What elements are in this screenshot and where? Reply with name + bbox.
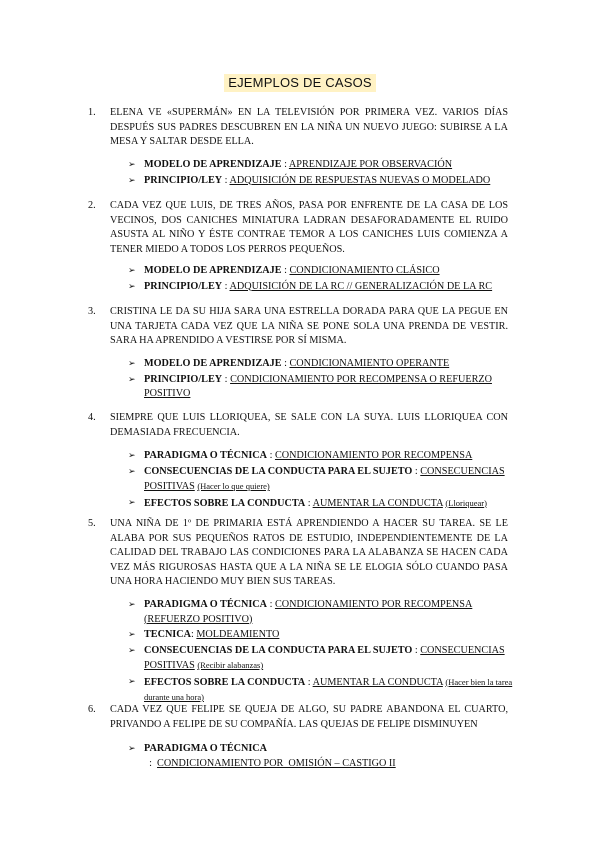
page-title: EJEMPLOS DE CASOS	[224, 74, 376, 92]
case-text: CADA VEZ QUE LUIS, DE TRES AÑOS, PASA POR ENFRENTE DE LA CASA DE LOS VECINOS, DOS CANICHES MINIATURA LADRAN DESAFORADAMENTE EL RUIDO ASUSTA AL NIÑO Y ÉSTE CONTRAE TEMOR A LOS CANICHES LUIS COMIENZA A TENER MIEDO A TODOS LOS PERROS PEQUEÑOS.	[110, 200, 508, 255]
bullet-value: CONSECUENCIAS POSITIVAS	[144, 465, 505, 492]
bullet-item	[128, 264, 518, 279]
bullet-sep: :	[190, 629, 197, 640]
bullet-label: PRINCIPIO/LEY	[144, 373, 223, 385]
bullet-value: CONDICIONAMIENTO POR RECOMPENSA O REFUERZO POSITIVO	[144, 373, 492, 399]
bullet-note: (Hacer lo que quiere)	[197, 481, 270, 491]
arrow-icon: ➢	[128, 645, 136, 656]
bullet-item	[128, 449, 518, 464]
case-6-bullets	[128, 742, 518, 772]
case-number: 3.	[88, 306, 96, 317]
bullet-sep: :	[267, 450, 275, 461]
case-text: SIEMPRE QUE LUIS LLORIQUEA, SE SALE CON LA SUYA. LUIS LLORIQUEA CON DEMASIADA FRECUENCIA.	[110, 412, 508, 438]
case-2	[88, 199, 508, 257]
bullet-label: PARADIGMA O TÉCNICA	[144, 599, 268, 610]
case-3	[88, 305, 508, 349]
bullet-item	[128, 174, 518, 189]
arrow-icon: ➢	[128, 466, 136, 477]
bullet-item	[128, 628, 518, 643]
bullet-label: PARADIGMA O TÉCNICA	[144, 450, 268, 461]
case-6	[88, 703, 508, 732]
bullet-value: APRENDIZAJE POR OBSERVACIÓN	[288, 159, 453, 170]
case-5	[88, 517, 508, 590]
bullet-label: MODELO DE APRENDIZAJE	[144, 159, 282, 170]
arrow-icon: ➢	[128, 676, 136, 687]
case-number: 5.	[88, 518, 96, 529]
bullet-sep: :	[305, 497, 313, 509]
bullet-item	[128, 644, 518, 674]
case-number: 1.	[88, 107, 96, 118]
bullet-label: EFECTOS SOBRE LA CONDUCTA	[144, 497, 306, 509]
bullet-label: PRINCIPIO/LEY	[144, 174, 223, 186]
arrow-icon: ➢	[128, 451, 136, 461]
case-text: CADA VEZ QUE FELIPE SE QUEJA DE ALGO, SU PADRE ABANDONA EL CUARTO, PRIVANDO A FELIPE DE SU COMPAÑÍA. LAS QUEJAS DE FELIPE DISMINUYEN	[110, 704, 508, 730]
bullet-label: MODELO DE APRENDIZAJE	[144, 265, 282, 276]
case-text: UNA NIÑA DE 1º DE PRIMARIA ESTÁ APRENDIENDO A HACER SU TAREA. SE LE ALABA POR SUS PEQUEÑOS RATOS DE ESTUDIO, INDEPENDIENTEMENTE DE LA CALIDAD DEL TRABAJO LAS CONDICIONES PARA LA ALABANZA SE HACEN CADA VEZ MÁS RIGUROSAS HASTA QUE A LA NIÑA SE LE ELOGIA SÓLO CUANDO PASA UNA HORA HACIENDO MUY BIEN SUS TAREAS.	[110, 518, 508, 587]
bullet-note: (Lloriquear)	[445, 497, 487, 508]
bullet-sep: :	[281, 265, 290, 276]
case-4-bullets	[128, 449, 518, 512]
bullet-value: CONDICIONAMIENTO POR RECOMPENSA (REFUERZO POSITIVO)	[144, 599, 473, 625]
bullet-label: PRINCIPIO/LEY	[144, 280, 223, 292]
bullet-item	[128, 465, 518, 495]
arrow-icon: ➢	[128, 281, 136, 292]
arrow-icon: ➢	[128, 374, 136, 385]
bullet-item	[128, 496, 518, 512]
bullet-label: PARADIGMA O TÉCNICA	[144, 743, 268, 754]
arrow-icon: ➢	[128, 497, 136, 508]
bullet-item	[128, 158, 518, 173]
arrow-icon: ➢	[128, 175, 136, 186]
bullet-sep: :	[267, 599, 275, 610]
bullet-value: AUMENTAR LA CONDUCTA	[312, 497, 443, 509]
bullet-sep: :	[144, 757, 158, 769]
case-number: 2.	[88, 200, 96, 211]
arrow-icon: ➢	[128, 630, 136, 640]
bullet-value: CONDICIONAMIENTO OPERANTE	[289, 358, 450, 369]
bullet-note: (Recibir alabanzas)	[197, 660, 264, 670]
arrow-icon: ➢	[128, 266, 136, 276]
bullet-sep: :	[412, 465, 421, 477]
bullet-value: ADQUISICIÓN DE RESPUESTAS NUEVAS O MODELADO	[229, 174, 491, 186]
bullet-value: ADQUISICIÓN DE LA RC // GENERALIZACIÓN DE LA RC	[229, 280, 493, 292]
case-1	[88, 106, 508, 150]
title-wrap	[0, 74, 600, 93]
bullet-item	[128, 357, 518, 372]
bullet-sep: :	[412, 644, 421, 656]
bullet-item	[128, 373, 518, 402]
bullet-item	[128, 280, 518, 295]
bullet-label: EFECTOS SOBRE LA CONDUCTA	[144, 676, 306, 688]
bullet-label: CONSECUENCIAS DE LA CONDUCTA PARA EL SUJETO	[144, 465, 413, 477]
bullet-value: CONDICIONAMIENTO CLÁSICO	[289, 265, 440, 276]
case-text: CRISTINA LE DA SU HIJA SARA UNA ESTRELLA DORADA PARA QUE LA PEGUE EN UNA TARJETA CADA VEZ QUE LA NIÑA SE PONE SOLA UNA PRENDA DE VESTIR. SARA HA APRENDIDO A VESTIRSE POR SÍ MISMA.	[110, 306, 508, 346]
bullet-value: CONDICIONAMIENTO POR OMISIÓN – CASTIGO II	[157, 757, 396, 769]
bullet-sep: :	[281, 159, 289, 170]
case-number: 6.	[88, 704, 96, 715]
case-2-bullets	[128, 264, 518, 295]
case-3-bullets	[128, 357, 518, 403]
bullet-sep: :	[281, 358, 290, 369]
arrow-icon: ➢	[128, 600, 136, 610]
bullet-sep: :	[305, 676, 313, 688]
case-text: ELENA VE «SUPERMÁN» EN LA TELEVISIÓN POR PRIMERA VEZ. VARIOS DÍAS DESPUÉS SUS PADRES DESCUBREN EN LA NIÑA UN NUEVO JUEGO: SUBIRSE A LA MESA Y SALTAR DESDE ELLA.	[110, 107, 508, 147]
bullet-item	[128, 742, 518, 771]
bullet-item	[128, 598, 518, 627]
case-1-bullets	[128, 158, 518, 189]
bullet-label: MODELO DE APRENDIZAJE	[144, 358, 282, 369]
bullet-value: CONSECUENCIAS POSITIVAS	[144, 644, 505, 671]
bullet-label: TECNICA	[144, 629, 191, 640]
bullet-note: (Hacer bien la tarea durante una hora)	[144, 676, 513, 702]
arrow-icon: ➢	[128, 744, 136, 754]
case-5-bullets	[128, 598, 518, 707]
bullet-sep: :	[222, 174, 230, 186]
bullet-value: AUMENTAR LA CONDUCTA	[312, 676, 443, 688]
bullet-sep: :	[222, 280, 230, 292]
bullet-item	[128, 675, 518, 706]
arrow-icon: ➢	[128, 160, 136, 170]
bullet-value: MOLDEAMIENTO	[196, 629, 280, 640]
case-4	[88, 411, 508, 440]
arrow-icon: ➢	[128, 359, 136, 369]
bullet-value: CONDICIONAMIENTO POR RECOMPENSA	[274, 450, 473, 461]
bullet-sep: :	[222, 373, 231, 385]
case-number: 4.	[88, 412, 96, 423]
bullet-label: CONSECUENCIAS DE LA CONDUCTA PARA EL SUJETO	[144, 644, 413, 656]
